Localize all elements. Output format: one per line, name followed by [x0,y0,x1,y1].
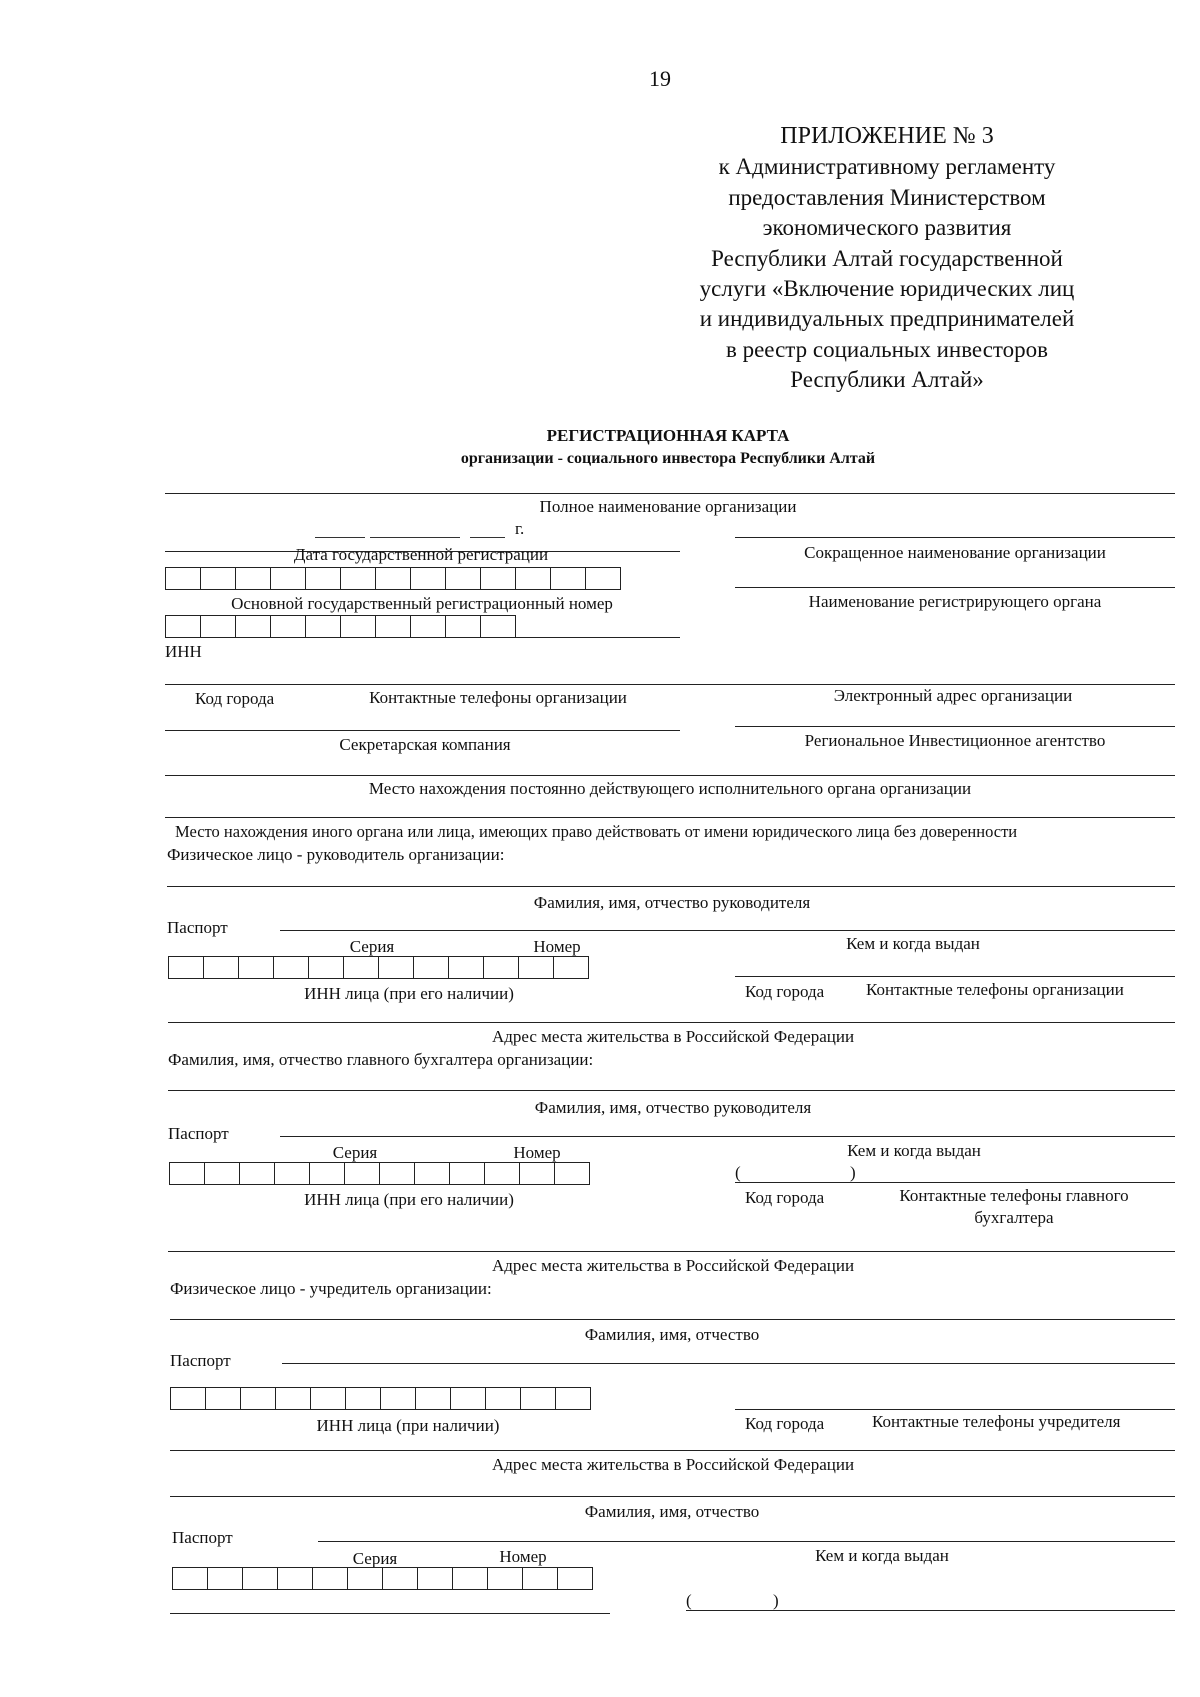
head-phones-line [735,976,1175,977]
accountant-inn-label: ИНН лица (при его наличии) [304,1190,514,1209]
accountant-number-label: Номер [513,1143,561,1162]
reg-body-line [735,587,1175,588]
agency-line [735,726,1175,727]
card-title: РЕГИСТРАЦИОННАЯ КАРТА [546,426,790,445]
head-passport-line [280,930,1175,931]
inn-label: ИНН [165,642,202,661]
card-subtitle: организации - социального инвестора Республики Алтай [460,450,876,467]
exec-location-line [165,775,1175,776]
founder-address-line [170,1450,1175,1451]
head-inn-label: ИНН лица (при его наличии) [304,984,514,1003]
exec-location-label: Место нахождения постоянно действующего исполнительного органа организации [368,779,972,798]
founder2-passport-boxes[interactable] [172,1567,593,1590]
full-name-line [165,493,1175,494]
accountant-paren-open: ( [735,1163,741,1182]
accountant-fio-label: Фамилия, имя, отчество руководителя [534,1098,812,1117]
appendix-line: предоставления Министерством [728,185,1046,210]
short-name-line [735,537,1175,538]
accountant-phones-label-1: Контактные телефоны главного [899,1186,1129,1205]
date-month-blank [370,537,460,538]
founder-passport-label: Паспорт [170,1351,231,1370]
founder2-series-label: Серия [352,1549,398,1568]
head-section-title: Физическое лицо - руководитель организации: [167,845,505,864]
accountant-issued-label: Кем и когда выдан [847,1141,981,1160]
head-number-label: Номер [533,937,581,956]
appendix-title: ПРИЛОЖЕНИЕ № 3 [780,123,994,149]
appendix-line: и индивидуальных предпринимателей [699,306,1075,331]
founder2-passport-line [318,1541,1175,1542]
head-issued-label: Кем и когда выдан [846,934,980,953]
founder2-paren-close: ) [773,1591,779,1610]
founder-phones-label: Контактные телефоны учредителя [872,1412,1121,1431]
founder-inn-boxes[interactable] [170,1387,591,1410]
year-suffix: г. [515,519,525,538]
accountant-phones-label-2: бухгалтера [974,1208,1054,1227]
founder-address-label: Адрес места жительства в Российской Федерации [491,1455,855,1474]
founder2-fio-label: Фамилия, имя, отчество [584,1502,760,1521]
inn-boxes[interactable] [165,615,516,638]
secretary-label: Секретарская компания [339,735,511,754]
org-phones-label: Контактные телефоны организации [369,688,627,707]
accountant-fio-line [168,1090,1175,1091]
accountant-passport-label: Паспорт [168,1124,229,1143]
head-address-line [168,1022,1175,1023]
date-year-blank [470,537,505,538]
accountant-section-title: Фамилия, имя, отчество главного бухгалтера организации: [168,1050,594,1069]
founder2-inn-line [170,1613,610,1614]
accountant-paren-close: ) [850,1163,856,1182]
founder2-phones-line [686,1610,1175,1611]
phones-line [165,684,1175,685]
head-inn-boxes[interactable] [168,956,589,979]
accountant-passport-line [280,1136,1175,1137]
founder2-number-label: Номер [499,1547,547,1566]
accountant-inn-boxes[interactable] [169,1162,590,1185]
appendix-line: Республики Алтай государственной [711,246,1063,271]
founder-inn-label: ИНН лица (при наличии) [316,1416,500,1435]
short-name-label: Сокращенное наименование организации [804,543,1106,562]
appendix-line: Республики Алтай» [790,367,984,392]
founder2-issued-label: Кем и когда выдан [815,1546,949,1565]
head-fio-label: Фамилия, имя, отчество руководителя [533,893,811,912]
org-city-code-label: Код города [195,689,275,708]
full-name-label: Полное наименование организации [539,497,797,516]
founder-passport-line [282,1363,1175,1364]
founder-section-title: Физическое лицо - учредитель организации: [170,1279,492,1298]
other-location-label: Место нахождения иного органа или лица, имеющих право действовать от имени юридического лица без доверенности [175,822,1018,841]
founder2-paren-open: ( [686,1591,692,1610]
appendix-line: экономического развития [762,215,1012,240]
head-fio-line [167,886,1175,887]
founder2-passport-label: Паспорт [172,1528,233,1547]
founder-city-code-label: Код города [745,1414,825,1433]
org-email-label: Электронный адрес организации [833,686,1073,705]
accountant-address-line [168,1251,1175,1252]
other-location-line [165,817,1175,818]
ogrn-label: Основной государственный регистрационный номер [231,594,613,613]
founder-phones-line [735,1409,1175,1410]
secretary-line [165,730,680,731]
head-address-label: Адрес места жительства в Российской Федерации [491,1027,855,1046]
agency-label: Региональное Инвестиционное агентство [804,731,1106,750]
reg-body-label: Наименование регистрирующего органа [808,592,1102,611]
founder-fio-line [170,1319,1175,1320]
founder2-fio-line [170,1496,1175,1497]
inn-line [165,637,680,638]
head-phones-label: Контактные телефоны организации [866,980,1124,999]
page-number: 19 [649,66,671,91]
accountant-city-code-label: Код города [745,1188,825,1207]
reg-date-label: Дата государственной регистрации [293,545,549,564]
accountant-phones-line [735,1182,1175,1183]
head-passport-label: Паспорт [167,918,228,937]
accountant-series-label: Серия [332,1143,378,1162]
head-series-label: Серия [349,937,395,956]
ogrn-boxes[interactable] [165,567,621,590]
founder-fio-label: Фамилия, имя, отчество [584,1325,760,1344]
appendix-line: услуги «Включение юридических лиц [699,276,1075,301]
appendix-line: в реестр социальных инвесторов [725,337,1049,362]
date-day-blank [315,537,365,538]
head-city-code-label: Код города [745,982,825,1001]
accountant-address-label: Адрес места жительства в Российской Федерации [491,1256,855,1275]
appendix-line: к Административному регламенту [718,154,1056,179]
